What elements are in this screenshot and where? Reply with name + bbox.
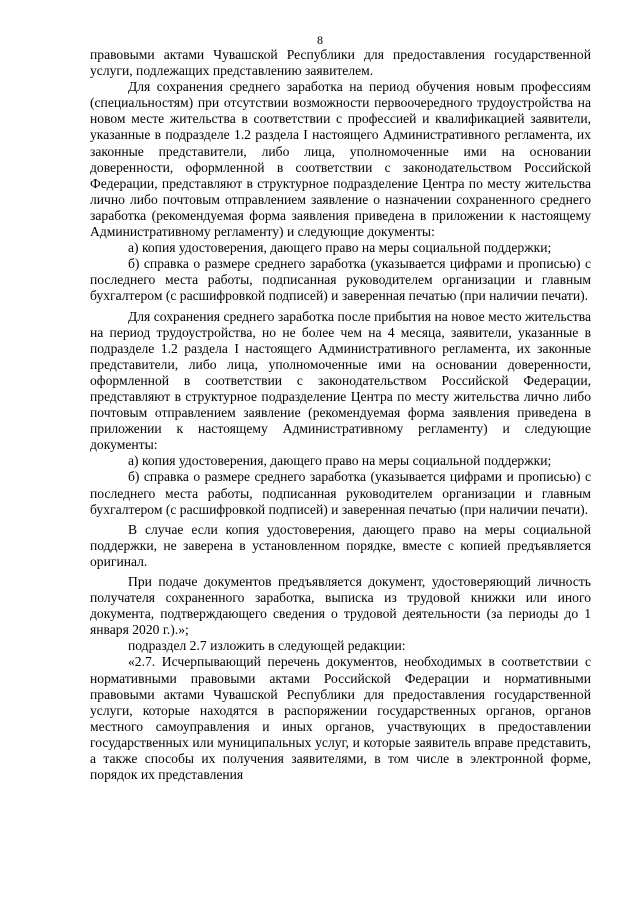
paragraph: В случае если копия удостоверения, дающего право на меры социальной поддержки, не заверена в установленном порядке, вместе с копией предъявляется оригинал. <box>90 521 591 569</box>
paragraph: правовыми актами Чувашской Республики для предоставления государственной услуги, подлежащих представлению заявителем. <box>90 47 591 79</box>
paragraph: б) справка о размере среднего заработка (указывается цифрами и прописью) с последнего места работы, подписанная руководителем организации и главным бухгалтером (с расшифровкой подписей) и заверенная печатью (при наличии печати). <box>90 256 591 304</box>
paragraph: Для сохранения среднего заработка после прибытия на новое место жительства на период трудоустройства, но не более чем на 4 месяца, заявители, указанные в подразделе 1.2 раздела I настоящего Административного регламента, их законные представители, либо лица, уполномоченные ими на основании доверенности, оформленной в соответствии с законодательством Российской Федерации, представляют в структурное подразделение Центра по месту жительства лично либо почтовым отправлением заявление (рекомендуемая форма заявления приведена в приложении к настоящему Административному регламенту) и следующие документы: <box>90 308 591 453</box>
page-number: 8 <box>317 33 323 47</box>
paragraph: «2.7. Исчерпывающий перечень документов, необходимых в соответствии с нормативными правовыми актами Российской Федерации и нормативными правовыми актами Чувашской Республики для предоставления государственной услуги, которые находятся в распоряжении государственных органов, органов местного самоуправления и иных органов, участвующих в предоставлении государственных или муниципальных услуг, и которые заявитель вправе представить, а также способы их получения заявителями, в том числе в электронной форме, порядок их представления <box>90 654 591 783</box>
paragraph: а) копия удостоверения, дающего право на меры социальной поддержки; <box>128 453 552 469</box>
paragraph: При подаче документов предъявляется документ, удостоверяющий личность получателя сохраненного заработка, выписка из трудовой книжки или иного документа, подтверждающего сведения о трудовой деятельности (за периоды до 1 января 2020 г.).»; <box>90 574 591 638</box>
paragraph: Для сохранения среднего заработка на период обучения новым профессиям (специальностям) при отсутствии возможности первоочередного трудоустройства на новом месте жительства в соответствии с профессией и квалификацией заявители, указанные в подразделе 1.2 раздела I настоящего Административного регламента, их законные представители, либо лица, уполномоченные ими на основании доверенности, оформленной в соответствии с законодательством Российской Федерации, представляют в структурное подразделение Центра по месту жительства лично либо почтовым отправлением заявление о назначении сохраненного среднего заработка (рекомендуемая форма заявления приведена в приложении к настоящему Административному регламенту) и следующие документы: <box>90 79 591 240</box>
document-body <box>90 47 591 783</box>
paragraph: а) копия удостоверения, дающего право на меры социальной поддержки; <box>128 240 552 256</box>
paragraph: подраздел 2.7 изложить в следующей редакции: <box>128 638 406 654</box>
paragraph: б) справка о размере среднего заработка (указывается цифрами и прописью) с последнего места работы, подписанная руководителем организации и главным бухгалтером (с расшифровкой подписей) и заверенная печатью (при наличии печати). <box>90 469 591 517</box>
